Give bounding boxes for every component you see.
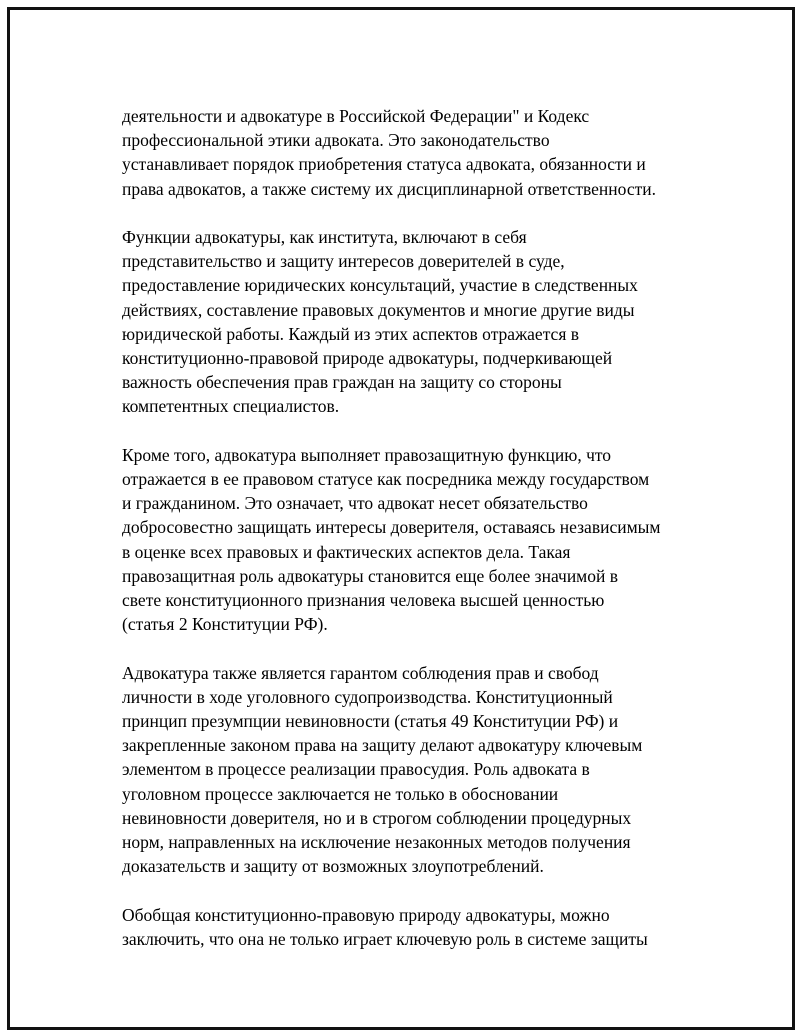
text-line: и гражданином. Это означает, что адвокат несет обязательство bbox=[122, 493, 588, 514]
text-line: действиях, составление правовых документов и многие другие виды bbox=[122, 299, 635, 320]
paragraph-5 bbox=[122, 903, 702, 951]
text-line: Функции адвокатуры, как института, включают в себя bbox=[122, 227, 527, 247]
text-line: элементом в процессе реализации правосудия. Роль адвоката в bbox=[122, 759, 590, 780]
text-line: права адвокатов, а также систему их дисциплинарной ответственности. bbox=[122, 178, 656, 199]
text-line: личности в ходе уголовного судопроизводства. Конституционный bbox=[122, 686, 613, 707]
text-line: свете конституционного признания человека высшей ценностью bbox=[122, 590, 605, 611]
text-line: заключить, что она не только играет ключевую роль в системе защиты bbox=[122, 928, 648, 949]
text-line: представительство и защиту интересов доверителей в суде, bbox=[122, 251, 565, 272]
document-body bbox=[122, 104, 702, 975]
text-line: (статья 2 Конституции РФ). bbox=[122, 614, 328, 635]
text-line: конституционно-правовой природе адвокатуры, подчеркивающей bbox=[122, 348, 613, 369]
text-line: правозащитная роль адвокатуры становится еще более значимой в bbox=[122, 565, 619, 586]
text-line: в оценке всех правовых и фактических аспектов дела. Такая bbox=[122, 541, 571, 562]
text-line: отражается в ее правовом статусе как посредника между государством bbox=[122, 469, 650, 490]
paragraph-1 bbox=[122, 104, 702, 201]
text-line: профессиональной этики адвоката. Это законодательство bbox=[122, 130, 550, 151]
text-line: Кроме того, адвокатура выполняет правозащитную функцию, что bbox=[122, 444, 612, 465]
text-line: предоставление юридических консультаций, участие в следственных bbox=[122, 275, 638, 296]
text-line: Обобщая конституционно-правовую природу адвокатуры, можно bbox=[122, 904, 610, 925]
text-line: компетентных специалистов. bbox=[122, 396, 340, 417]
text-line: Адвокатура также является гарантом соблюдения прав и свобод bbox=[122, 662, 599, 683]
text-line: деятельности и адвокатуре в Российской Федерации" и Кодекс bbox=[122, 106, 590, 126]
text-line: норм, направленных на исключение незаконных методов получения bbox=[122, 832, 631, 853]
text-line: важность обеспечения прав граждан на защиту со стороны bbox=[122, 372, 562, 393]
text-line: невиновности доверителя, но и в строгом соблюдении процедурных bbox=[122, 807, 632, 828]
document-page bbox=[7, 7, 795, 1030]
paragraph-4 bbox=[122, 661, 702, 879]
text-line: устанавливает порядок приобретения статуса адвоката, обязанности и bbox=[122, 154, 646, 175]
text-line: доказательств и защиту от возможных злоупотреблений. bbox=[122, 856, 544, 877]
text-line: уголовном процессе заключается не только в обосновании bbox=[122, 783, 559, 804]
text-line: закрепленные законом права на защиту делают адвокатуру ключевым bbox=[122, 735, 643, 756]
text-line: принцип презумпции невиновности (статья 49 Конституции РФ) и bbox=[122, 711, 619, 732]
text-line: юридической работы. Каждый из этих аспектов отражается в bbox=[122, 323, 580, 344]
text-line: добросовестно защищать интересы доверителя, оставаясь независимым bbox=[122, 517, 661, 538]
paragraph-2 bbox=[122, 225, 702, 419]
paragraph-3 bbox=[122, 443, 702, 637]
